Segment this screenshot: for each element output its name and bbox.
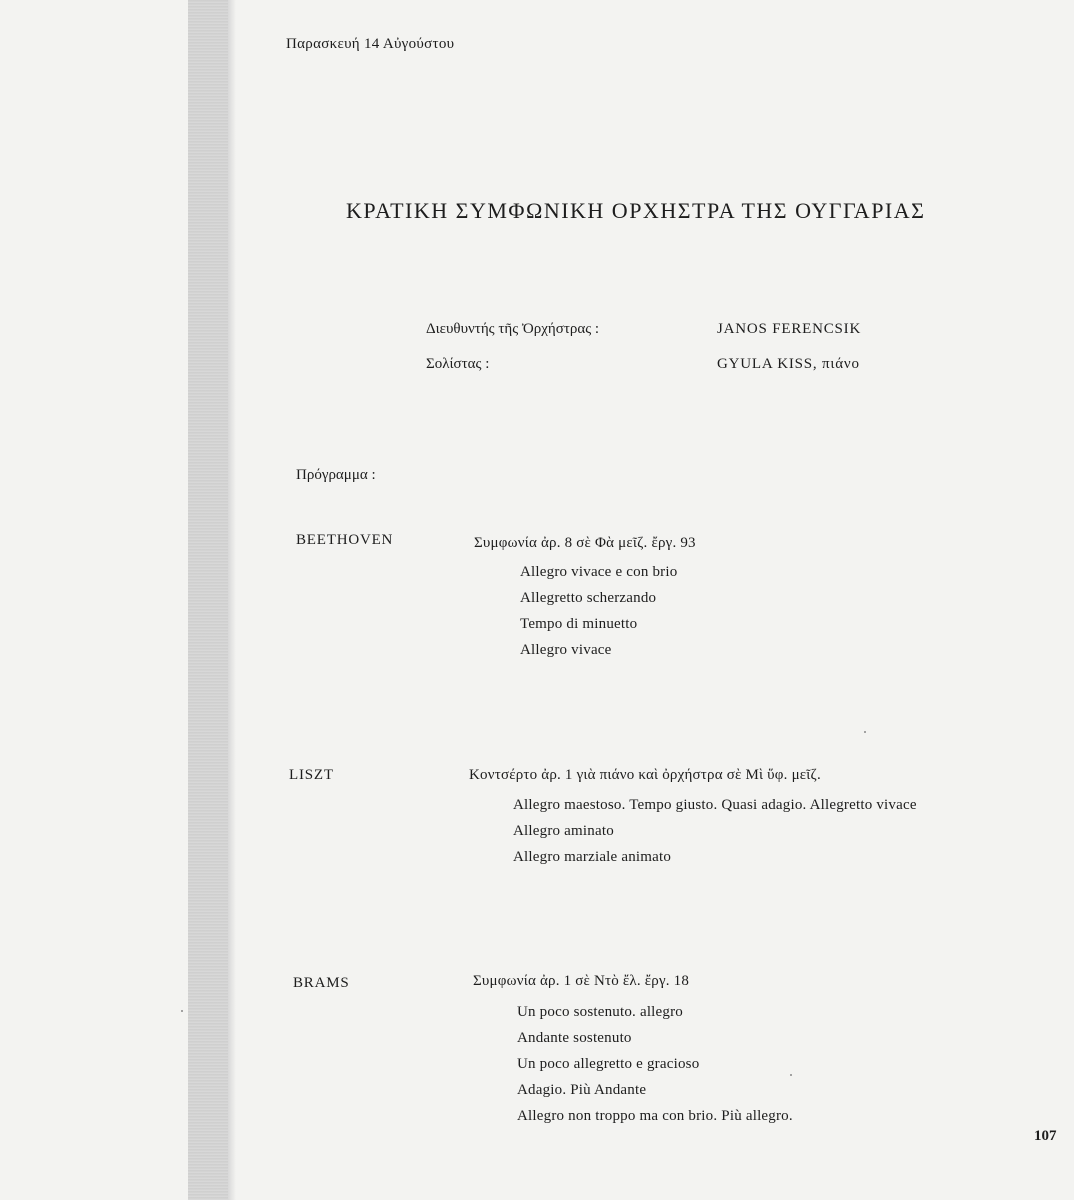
- soloist-role: Σολίστας :: [426, 356, 490, 372]
- soloist-name: GYULA KISS, πιάνο: [717, 356, 860, 372]
- movement-item: Tempo di minuetto: [520, 616, 638, 632]
- work-title-beethoven: Συμφωνία ἀρ. 8 σὲ Φὰ μεῖζ. ἔργ. 93: [474, 535, 696, 551]
- composer-brahms: BRAMS: [293, 975, 350, 991]
- movement-item: Allegretto scherzando: [520, 590, 657, 606]
- movement-item: Andante sostenuto: [517, 1030, 632, 1046]
- movement-item: Allegro vivace e con brio: [520, 564, 678, 580]
- programme-label: Πρόγραμμα :: [296, 467, 376, 483]
- work-title-liszt: Κοντσέρτο ἀρ. 1 γιὰ πιάνο καὶ ὀρχήστρα σὲ Μὶ ὕφ. μεῖζ.: [469, 767, 821, 783]
- conductor-name: JANOS FERENCSIK: [717, 321, 862, 337]
- binding-gutter-edge: [228, 0, 236, 1200]
- concert-date: Παρασκευή 14 Αὐγούστου: [286, 36, 455, 52]
- conductor-role: Διευθυντής τῆς Ὀρχήστρας :: [426, 321, 600, 337]
- movement-list-brahms: [517, 999, 793, 1129]
- movement-item: Allegro maestoso. Tempo giusto. Quasi adagio. Allegretto vivace: [513, 797, 917, 813]
- paper-speck: [181, 1010, 183, 1012]
- work-title-brahms: Συμφωνία ἀρ. 1 σὲ Ντὸ ἔλ. ἔργ. 18: [473, 973, 690, 989]
- paper-speck: [790, 1074, 792, 1076]
- movement-item: Allegro marziale animato: [513, 849, 672, 865]
- page-title: ΚΡΑΤΙΚΗ ΣΥΜΦΩΝΙΚΗ ΟΡΧΗΣΤΡΑ ΤΗΣ ΟΥΓΓΑΡΙΑΣ: [346, 198, 926, 223]
- movement-item: Un poco allegretto e gracioso: [517, 1056, 700, 1072]
- page-number: 107: [1034, 1128, 1057, 1144]
- movement-item: Allegro aminato: [513, 823, 614, 839]
- paper-speck: [864, 731, 866, 733]
- movement-item: Allegro vivace: [520, 642, 612, 658]
- composer-beethoven: BEETHOVEN: [296, 532, 394, 548]
- movement-list-liszt: [513, 792, 917, 870]
- movement-item: Un poco sostenuto. allegro: [517, 1004, 684, 1020]
- movement-item: Allegro non troppo ma con brio. Più allegro.: [517, 1108, 793, 1124]
- binding-gutter: [188, 0, 232, 1200]
- composer-liszt: LISZT: [289, 767, 334, 783]
- movement-list-beethoven: [520, 559, 677, 663]
- movement-item: Adagio. Più Andante: [517, 1082, 647, 1098]
